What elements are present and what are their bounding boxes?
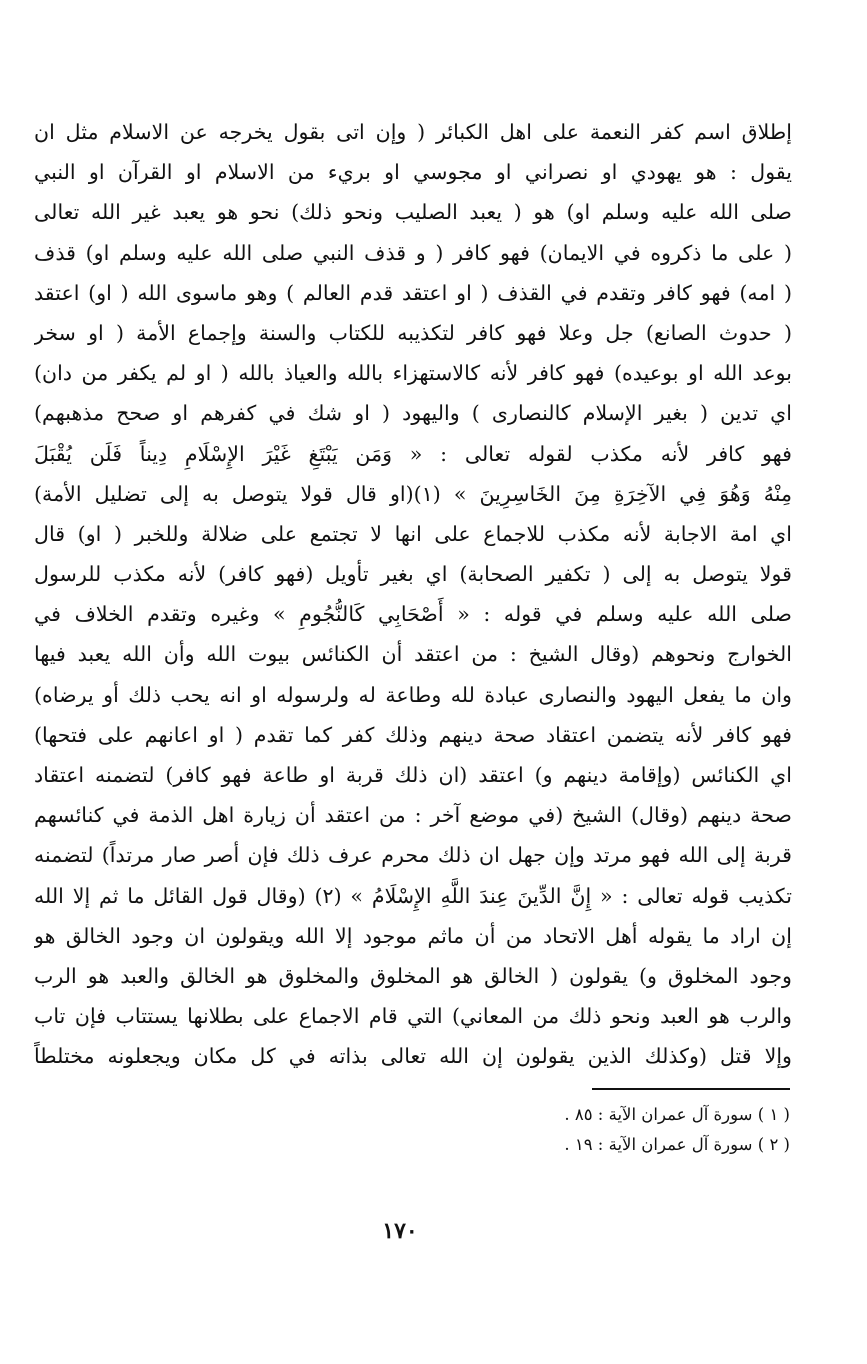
text-line: يقول : هو يهودي او نصراني او مجوسي او بريء من الاسلام او القرآن او النبي: [34, 160, 792, 185]
text-line: والرب هو العبد ونحو ذلك من المعاني) التي قام الاجماع على بطلانها يستتاب فإن تاب: [34, 1004, 792, 1029]
text-line: صلى الله عليه وسلم او) هو ( يعبد الصليب ونحو ذلك) نحو هو يعبد غير الله تعالى: [34, 200, 792, 225]
text-line: ( حدوث الصانع) جل وعلا فهو كافر لتكذيبه للكتاب والسنة وإجماع الأمة ( او سخر: [34, 320, 792, 345]
footnotes: [420, 1100, 790, 1160]
text-line: اي امة الاجابة لأنه مكذب للاجماع على انها لا تجتمع على ضلالة وللخبر ( او) قال: [34, 521, 792, 546]
text-line: اي الكنائس (وإقامة دينهم و) اعتقد (ان ذلك قربة او طاعة فهو كافر) لتضمنه اعتقاد: [34, 763, 792, 787]
text-line: وإلا قتل (وكذلك الذين يقولون إن الله تعالى بذاته في كل مكان ويجعلونه مختلطاً: [34, 1044, 792, 1069]
text-line: ( امه) فهو كافر وتقدم في القذف ( او اعتقد قدم العالم ) وهو ماسوى الله ( او) اعتقد: [34, 280, 792, 305]
text-line: تكذيب قوله تعالى : « إِنَّ الدِّينَ عِندَ اللَّهِ الإِسْلَامُ » (٢) (وقال قول القائل ما ثم إلا الله: [34, 883, 792, 908]
text-line: صحة دينهم (وقال) الشيخ (في موضع آخر : من اعتقد أن زيارة اهل الذمة في كنائسهم: [34, 803, 792, 828]
footnote: ( ١ ) سورة آل عمران الآية : ٨٥ .: [564, 1105, 790, 1124]
text-line: إن اراد ما يقوله أهل الاتحاد من أن ماثم موجود إلا الله ويقولون ان وجود الخالق هو: [34, 923, 792, 948]
text-line: قربة إلى الله فهو مرتد وإن جهل ان ذلك محرم عرف ذلك فإن أصر صار مرتداً) لتضمنه: [34, 843, 792, 868]
text-line: الخوارج ونحوهم (وقال الشيخ : من اعتقد أن الكنائس بيوت الله وأن الله يعبد فيها: [34, 642, 792, 667]
text-line: وجود المخلوق و) يقولون ( الخالق هو المخلوق والمخلوق هو الخالق والعبد هو الرب: [34, 963, 792, 988]
text-line: صلى الله عليه وسلم في قوله : « أَصْحَابِي كَالنُّجُومِ » وغيره وتقدم الخلاف في: [34, 602, 792, 627]
page-number: ١٧٠: [382, 1218, 418, 1244]
text-line: إطلاق اسم كفر النعمة على اهل الكبائر ( وإن اتى بقول يخرجه عن الاسلام مثل ان: [34, 120, 792, 144]
main-text: [34, 112, 792, 1077]
text-line: مِنْهُ وَهُوَ فِي الآخِرَةِ مِنَ الخَاسِرِينَ » (١)(او قال قولا يتوصل به إلى تضليل الأمة): [34, 481, 792, 506]
text-line: ( على ما ذكروه في الايمان) فهو كافر ( و قذف النبي صلى الله عليه وسلم او) قذف: [34, 240, 792, 265]
text-line: قولا يتوصل به إلى ( تكفير الصحابة) اي بغير تأويل (فهو كافر) لأنه مكذب للرسول: [34, 562, 792, 587]
footnote: ( ٢ ) سورة آل عمران الآية : ١٩ .: [564, 1135, 790, 1154]
text-line: وان ما يفعل اليهود والنصارى عبادة لله وطاعة له ولرسوله او انه يحب ذلك أو يرضاه): [34, 682, 792, 707]
text-line: فهو كافر لأنه مكذب لقوله تعالى : « وَمَن يَبْتَغِ غَيْرَ الإِسْلَامِ دِيناً فَلَن يُقْبَلَ: [34, 441, 792, 466]
text-line: بوعد الله او بوعيده) فهو كافر لأنه كالاستهزاء بالله والعياذ بالله ( او لم يكفر من دان): [34, 361, 792, 386]
text-line: فهو كافر لأنه يتضمن اعتقاد صحة دينهم وذلك كفر كما تقدم ( او اعانهم على فتحها): [34, 722, 792, 747]
text-line: اي تدين ( بغير الإسلام كالنصارى ) واليهود ( او شك في كفرهم او صحح مذهبهم): [34, 401, 792, 426]
footnote-divider: [592, 1088, 790, 1090]
